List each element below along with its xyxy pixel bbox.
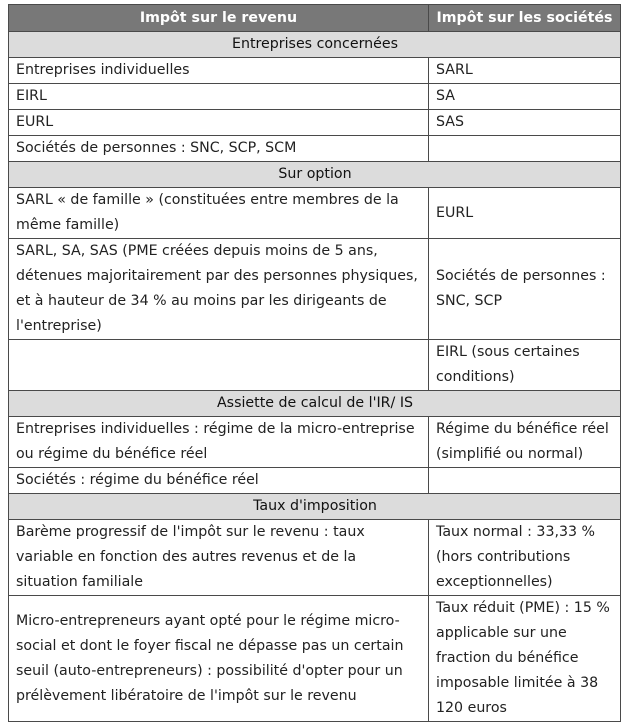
section-row — [9, 391, 621, 417]
cell-ir: EURL — [9, 110, 429, 136]
section-row — [9, 494, 621, 520]
cell-is: SA — [429, 84, 621, 110]
cell-is — [429, 468, 621, 494]
cell-ir: Sociétés : régime du bénéfice réel — [9, 468, 429, 494]
cell-is: SAS — [429, 110, 621, 136]
cell-ir: Entreprises individuelles : régime de la micro-entreprise ou régime du bénéfice réel — [9, 417, 429, 468]
header-impot-revenu: Impôt sur le revenu — [9, 5, 429, 32]
section-entreprises-concernees: Entreprises concernées — [9, 32, 621, 58]
table-row — [9, 110, 621, 136]
table-row — [9, 468, 621, 494]
cell-is — [429, 136, 621, 162]
cell-is: Taux normal : 33,33 % (hors contributions exceptionnelles) — [429, 520, 621, 596]
cell-is: Régime du bénéfice réel (simplifié ou normal) — [429, 417, 621, 468]
section-row — [9, 162, 621, 188]
cell-is: EURL — [429, 188, 621, 239]
table-row — [9, 340, 621, 391]
table-row — [9, 596, 621, 722]
cell-is: Sociétés de personnes : SNC, SCP — [429, 239, 621, 340]
header-row — [9, 5, 621, 32]
cell-is: Taux réduit (PME) : 15 % applicable sur une fraction du bénéfice imposable limitée à 38 120 euros — [429, 596, 621, 722]
cell-ir: SARL « de famille » (constituées entre membres de la même famille) — [9, 188, 429, 239]
cell-ir: EIRL — [9, 84, 429, 110]
cell-ir: Entreprises individuelles — [9, 58, 429, 84]
cell-is: EIRL (sous certaines conditions) — [429, 340, 621, 391]
section-sur-option: Sur option — [9, 162, 621, 188]
table-row — [9, 520, 621, 596]
table-row — [9, 84, 621, 110]
section-taux-imposition: Taux d'imposition — [9, 494, 621, 520]
section-assiette: Assiette de calcul de l'IR/ IS — [9, 391, 621, 417]
table-row — [9, 239, 621, 340]
section-row — [9, 32, 621, 58]
table-row — [9, 58, 621, 84]
tax-comparison-table — [8, 4, 621, 722]
table-row — [9, 136, 621, 162]
cell-ir: SARL, SA, SAS (PME créées depuis moins de 5 ans, détenues majoritairement par des personnes physiques, et à hauteur de 34 % au moins par les dirigeants de l'entreprise) — [9, 239, 429, 340]
cell-ir: Barème progressif de l'impôt sur le revenu : taux variable en fonction des autres revenus et de la situation familiale — [9, 520, 429, 596]
table-row — [9, 188, 621, 239]
table-row — [9, 417, 621, 468]
header-impot-societes: Impôt sur les sociétés — [429, 5, 621, 32]
cell-ir: Sociétés de personnes : SNC, SCP, SCM — [9, 136, 429, 162]
cell-ir: Micro-entrepreneurs ayant opté pour le régime micro-social et dont le foyer fiscal ne dépasse pas un certain seuil (auto-entrepreneurs) : possibilité d'opter pour un prélèvement libératoire de l'impôt sur le revenu — [9, 596, 429, 722]
cell-is: SARL — [429, 58, 621, 84]
cell-ir — [9, 340, 429, 391]
